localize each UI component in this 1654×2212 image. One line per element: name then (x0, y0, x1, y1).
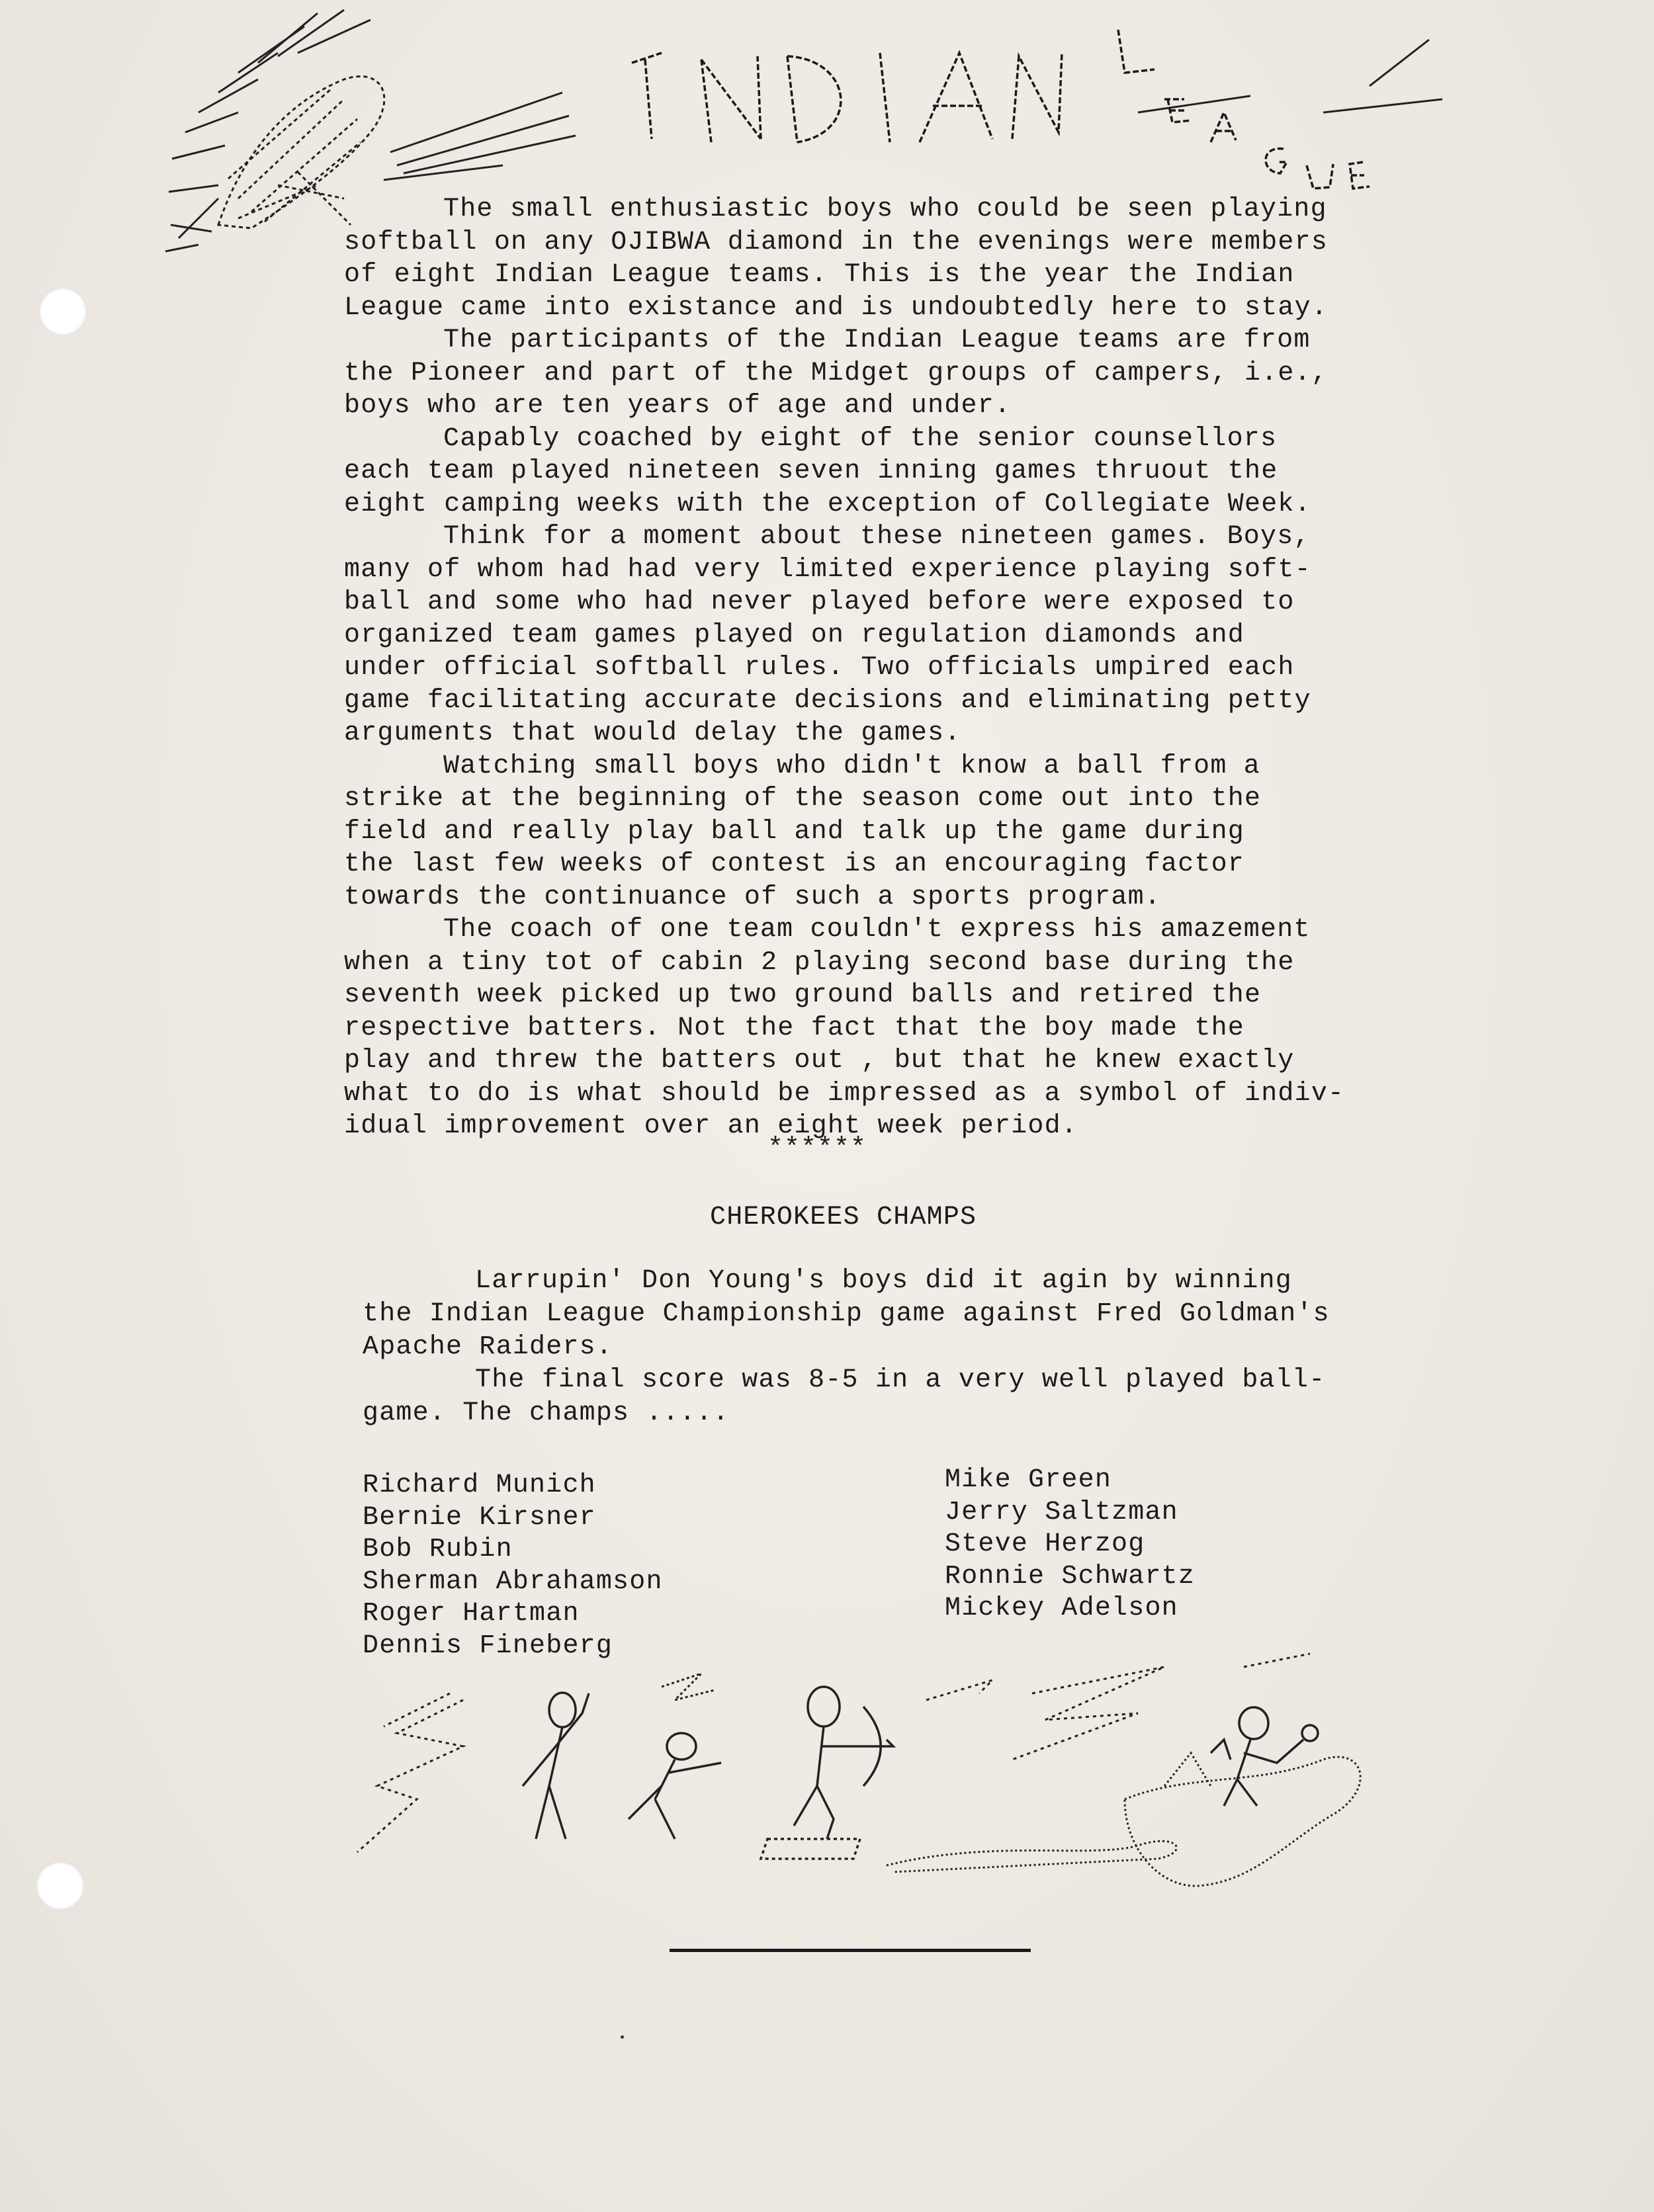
speed-lines-icon (384, 40, 1442, 180)
intro-paragraph-1: The small enthusiastic boys who could be seen playing softball on any OJIBWA diamond in the evenings were members of eight Indian League teams. This is the year the Indian League came into existance and is undoubtedly here to stay. (344, 194, 1328, 323)
section-separator: ****** (767, 1134, 867, 1164)
champs-paragraph-1: Larrupin' Don Young's boys did it agin by winning the Indian League Championship game against Fred Goldman's Apache Raiders. (363, 1266, 1330, 1362)
punch-hole-top (38, 287, 87, 336)
roster-left-column (363, 1470, 663, 1662)
champs-heading: CHEROKEES CHAMPS (710, 1203, 977, 1232)
intro-paragraph-6: The coach of one team couldn't express his amazement when a tiny tot of cabin 2 playing second base during the seventh week picked up two ground balls and retired the respective batters. Not the fact that the boy made the play and threw the batters out , but that he knew exactly what to do is what should be impressed as a symbol of indiv- idual improvement over an eight week period. (344, 915, 1345, 1141)
intro-paragraph-5: Watching small boys who didn't know a ball from a strike at the beginning of the season come out into the field and really play ball and talk up the game during the last few weeks of contest is an encouraging factor towards the continuance of such a sports program. (344, 751, 1262, 912)
roster-name: Mickey Adelson (945, 1594, 1178, 1623)
intro-article (344, 193, 1548, 1143)
small-lightning-icon (662, 1674, 715, 1700)
lightning-right-icon (926, 1654, 1310, 1760)
roster-right-column (945, 1465, 1195, 1625)
field-scribble-icon (887, 1753, 1360, 1886)
roster-name: Roger Hartman (363, 1599, 580, 1629)
champs-paragraph-2: The final score was 8-5 in a very well played ball- game. The champs ..... (363, 1365, 1326, 1428)
roster-name: Bob Rubin (363, 1535, 513, 1564)
roster-name: Sherman Abrahamson (363, 1566, 663, 1597)
punch-hole-bottom (36, 1861, 85, 1910)
archer-figure-icon (761, 1687, 893, 1859)
roster-name: Richard Munich (363, 1470, 596, 1500)
bottom-divider-line (670, 1949, 1031, 1952)
title-lettering (632, 30, 1370, 189)
stick-figure-2-icon (629, 1733, 721, 1839)
champs-article (363, 1265, 1553, 1430)
roster-name: Dennis Fineberg (363, 1631, 613, 1661)
lightning-left-icon (357, 1693, 463, 1852)
batter-figure-icon (1211, 1707, 1318, 1806)
roster-name: Mike Green (945, 1465, 1112, 1495)
intro-paragraph-2: The participants of the Indian League teams are from the Pioneer and part of the Midget groups of campers, i.e., boys who are ten years of age and under. (344, 325, 1328, 421)
roster-name: Ronnie Schwartz (945, 1561, 1196, 1592)
ink-speck (621, 2035, 624, 2039)
intro-paragraph-3: Capably coached by eight of the senior counsellors each team played nineteen seven inning games thruout the eight camping weeks with the exception of Collegiate Week. (344, 423, 1311, 519)
roster-name: Steve Herzog (945, 1529, 1145, 1559)
stick-figure-1-icon (523, 1693, 589, 1839)
intro-paragraph-4: Think for a moment about these nineteen games. Boys, many of whom had had very limited experience playing soft- ball and some who had never played before were exposed to organized team games played on regulation diamonds and under official softball rules. Two officials umpired each game facilitating accurate decisions and eliminating petty arguments that would delay the games. (344, 522, 1311, 748)
roster-name: Bernie Kirsner (363, 1502, 596, 1533)
roster-name: Jerry Saltzman (945, 1497, 1178, 1527)
